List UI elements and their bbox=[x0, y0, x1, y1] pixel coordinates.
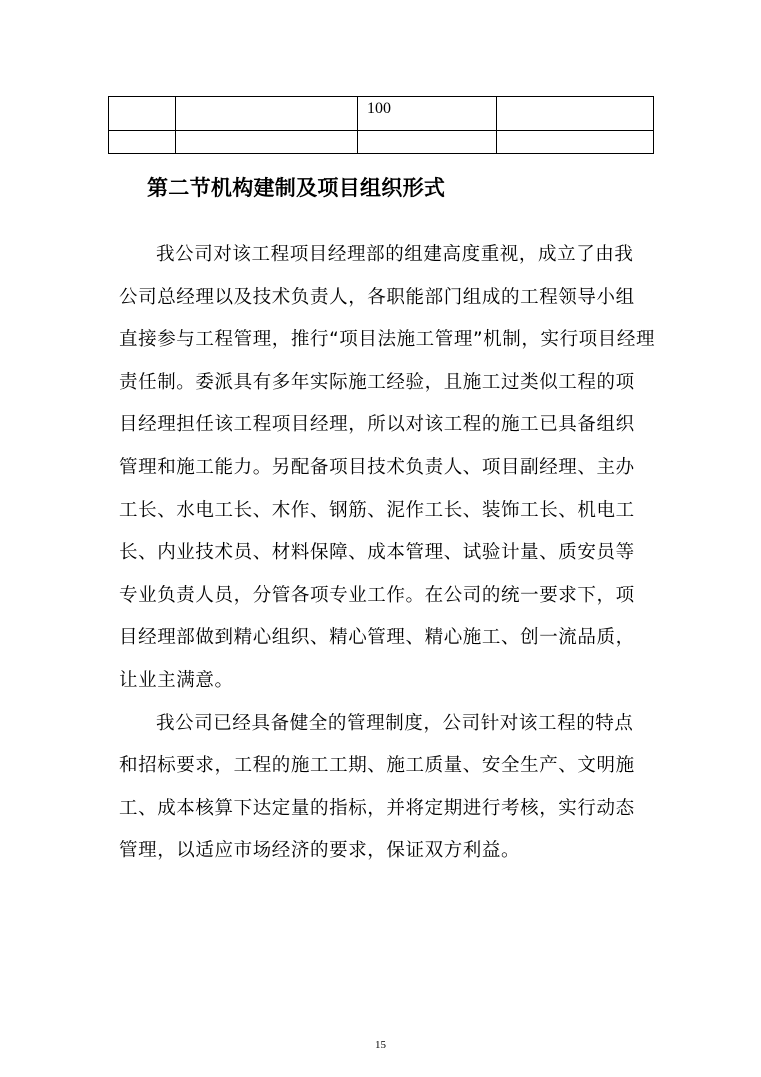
table-cell bbox=[176, 97, 358, 131]
paragraph-line: 公司总经理以及技术负责人，各职能部门组成的工程领导小组 bbox=[119, 286, 635, 308]
paragraph-line: 和招标要求，工程的施工工期、施工质量、安全生产、文明施 bbox=[119, 755, 635, 777]
paragraph-line: 工长、水电工长、木作、钢筋、泥作工长、装饰工长、机电工 bbox=[119, 499, 635, 521]
table-cell bbox=[497, 97, 654, 131]
paragraph-line: 工、成本核算下达定量的指标，并将定期进行考核，实行动态 bbox=[119, 797, 635, 819]
table-cell bbox=[497, 131, 654, 154]
paragraph-line: 责任制。委派具有多年实际施工经验，且施工过类似工程的项 bbox=[119, 371, 635, 393]
table-cell bbox=[109, 97, 176, 131]
paragraph-line: 目经理部做到精心组织、精心管理、精心施工、创一流品质， bbox=[119, 627, 635, 649]
paragraph-line: 长、内业技术员、材料保障、成本管理、试验计量、质安员等 bbox=[119, 542, 635, 564]
paragraph-line: 专业负责人员，分管各项专业工作。在公司的统一要求下，项 bbox=[119, 584, 635, 606]
table-cell bbox=[109, 131, 176, 154]
paragraph-line: 管理和施工能力。另配备项目技术负责人、项目副经理、主办 bbox=[119, 456, 635, 478]
table-cell: 100 bbox=[358, 97, 497, 131]
paragraph-line: 管理，以适应市场经济的要求，保证双方利益。 bbox=[119, 840, 521, 862]
section-body bbox=[119, 241, 656, 880]
paragraph-line: 我公司对该工程项目经理部的组建高度重视，成立了由我 bbox=[156, 244, 634, 265]
paragraph-line: 让业主满意。 bbox=[119, 669, 234, 691]
table-cell bbox=[358, 131, 497, 154]
table-row bbox=[109, 131, 654, 154]
data-table bbox=[108, 96, 654, 154]
page-number: 15 bbox=[375, 1039, 386, 1051]
paragraph-line: 直接参与工程管理，推行“项目法施工管理”机制，实行项目经理 bbox=[119, 329, 656, 351]
paragraph-line: 我公司已经具备健全的管理制度，公司针对该工程的特点 bbox=[156, 712, 634, 734]
table-row bbox=[109, 97, 654, 131]
paragraph-line: 目经理担任该工程项目经理，所以对该工程的施工已具备组织 bbox=[119, 414, 635, 436]
table-cell bbox=[176, 131, 358, 154]
section-heading: 第二节机构建制及项目组织形式 bbox=[147, 176, 446, 200]
